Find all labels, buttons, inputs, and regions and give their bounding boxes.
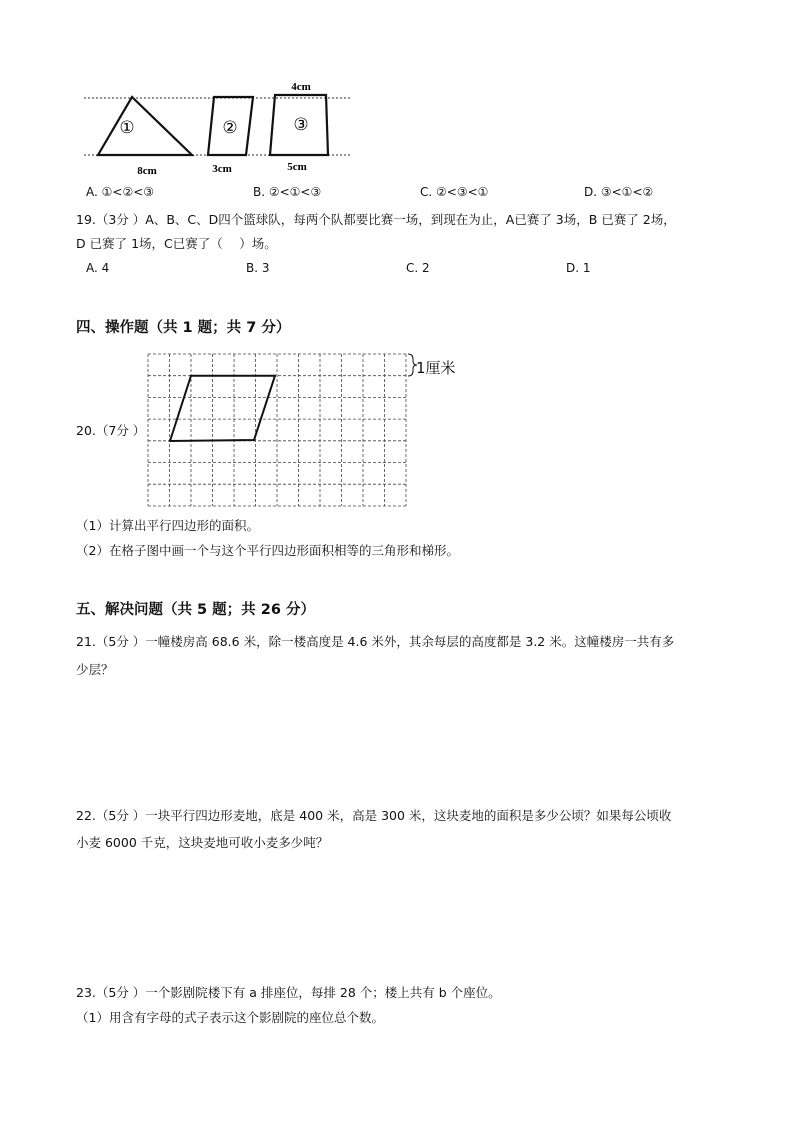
label-4cm: 4cm [291, 81, 311, 93]
q22-text-line2: 小麦 6000 千克，这块麦地可收小麦多少吨？ [76, 835, 329, 850]
label-5cm: 5cm [287, 161, 307, 173]
q21-text-line2: 少层？ [76, 662, 114, 677]
triangle-shape [98, 97, 192, 155]
q19-option-d[interactable]: D. 1 [566, 261, 591, 275]
q19-option-a[interactable]: A. 4 [86, 261, 110, 275]
q19-option-b[interactable]: B. 3 [246, 261, 270, 275]
shape2-number: ② [222, 118, 238, 137]
dashed-grid [148, 354, 406, 506]
q23-text-line1: 23.（5分 ）一个影剧院楼下有 a 排座位，每排 28 个；楼上共有 b 个座位。 [76, 985, 501, 1000]
q20-label: 20.（7分 ） [76, 423, 146, 438]
q19-option-c[interactable]: C. 2 [406, 261, 430, 275]
grid-unit-label: 1厘米 [416, 359, 456, 377]
label-3cm: 3cm [212, 163, 232, 175]
q19-text-line1: 19.（3分 ）A、B、C、D四个篮球队，每两个队都要比赛一场，到现在为止，A已赛了 3场，B 已赛了 2场， [76, 212, 676, 227]
q19-text-line2: D 已赛了 1场，C已赛了（ ）场。 [76, 236, 277, 251]
q18-option-b[interactable]: B. ②<①<③ [253, 185, 322, 199]
shape1-number: ① [119, 118, 135, 137]
shape3-number: ③ [293, 115, 309, 134]
q18-option-c[interactable]: C. ②<③<① [420, 185, 489, 199]
q21-text-line1: 21.（5分 ）一幢楼房高 68.6 米，除一楼高度是 4.6 米外，其余每层的高度都是 3.2 米。这幢楼房一共有多 [76, 634, 675, 649]
q22-text-line1: 22.（5分 ）一块平行四边形麦地，底是 400 米，高是 300 米，这块麦地的面积是多少公顷？如果每公顷收 [76, 808, 672, 823]
q20-sub2: （2）在格子图中画一个与这个平行四边形面积相等的三角形和梯形。 [76, 543, 459, 558]
parallelogram-shape [170, 376, 275, 441]
q18-option-a[interactable]: A. ①<②<③ [86, 185, 155, 199]
section5-title: 五、解决问题（共 5 题；共 26 分） [76, 602, 315, 618]
q20-sub1: （1）计算出平行四边形的面积。 [76, 518, 259, 533]
section4-title: 四、操作题（共 1 题；共 7 分） [76, 320, 291, 336]
shapes-figure [80, 76, 370, 180]
q23-sub1: （1）用含有字母的式子表示这个影剧院的座位总个数。 [76, 1010, 384, 1025]
label-8cm: 8cm [137, 165, 157, 177]
q18-option-d[interactable]: D. ③<①<② [584, 185, 654, 199]
